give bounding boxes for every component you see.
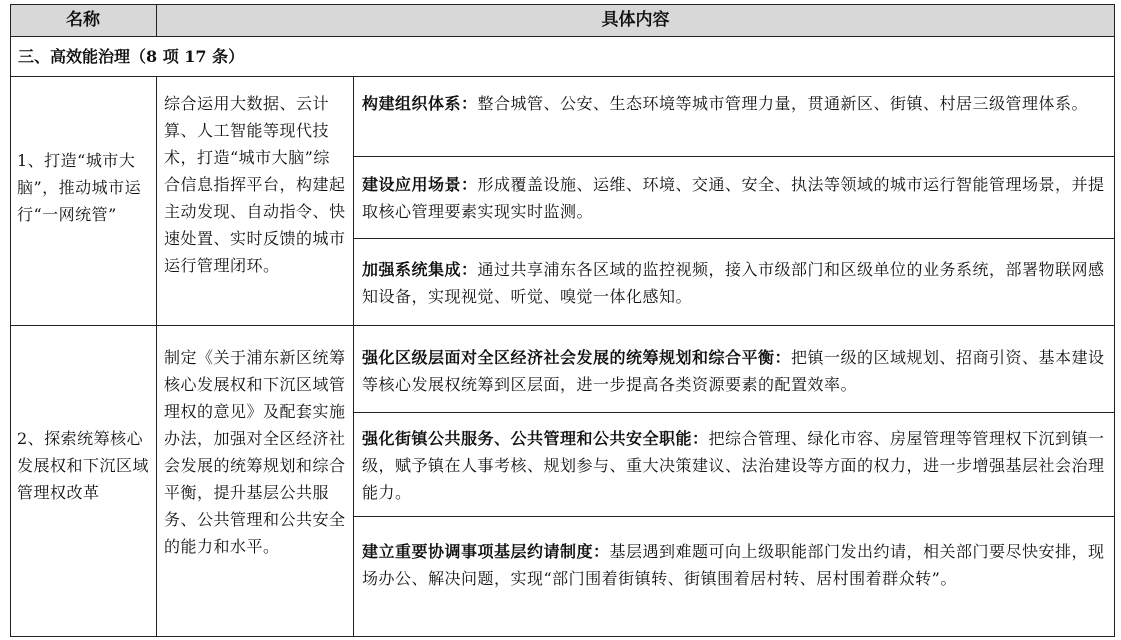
header-content: 具体内容 (601, 10, 670, 30)
row1-item-1-text: 整合城管、公安、生态环境等城市管理力量，贯通新区、街镇、村居三级管理体系。 (477, 94, 1089, 113)
row1-item-divider-2 (353, 238, 1115, 239)
row1-item-3-text: 通过共享浦东各区域的监控视频，接入市级部门和区级单位的业务系统，部署物联网感知设备，实现视觉、听觉、嗅觉一体化感知。 (362, 260, 1105, 306)
row2-item-1-title: 强化区级层面对全区经济社会发展的统筹规划和综合平衡： (362, 348, 792, 367)
row1-item-2 (362, 171, 1108, 225)
policy-table (10, 4, 1115, 637)
row2-item-3-text: 基层遇到难题可向上级职能部门发出约请，相关部门要尽快安排，现场办公、解决问题，实现“部门围着街镇转、街镇围着居村转、居村围着群众转”。 (362, 542, 1105, 588)
header-name: 名称 (66, 10, 100, 30)
row1-item-2-title: 建设应用场景： (362, 175, 478, 194)
row1-summary: 综合运用大数据、云计算、人工智能等现代技术，打造“城市大脑”综合信息指挥平台，构建起主动发现、自动指令、快速处置、实时反馈的城市运行管理闭环。 (164, 94, 346, 275)
row-divider (10, 325, 1115, 326)
row2-item-2-text: 把综合管理、绿化市容、房屋管理等管理权下沉到镇一级，赋予镇在人事考核、规划参与、重大决策建议、法治建设等方面的权力，进一步增强基层社会治理能力。 (362, 429, 1105, 502)
row1-item-1-title: 构建组织体系： (362, 94, 478, 113)
border-right (1114, 4, 1115, 637)
row1-name: 1、打造“城市大脑”，推动城市运行“一网统管” (17, 151, 142, 224)
border-left (10, 4, 11, 637)
section-divider (10, 76, 1115, 77)
row1-item-2-text: 形成覆盖设施、运维、环境、交通、安全、执法等领域的城市运行智能管理场景，并提取核心管理要素实现实时监测。 (362, 175, 1105, 221)
row1-item-divider-1 (353, 156, 1115, 157)
row1-item-1 (362, 90, 1108, 117)
row2-item-divider-1 (353, 412, 1115, 413)
border-bottom (10, 636, 1115, 637)
row2-item-2-title: 强化街镇公共服务、公共管理和公共安全职能： (362, 429, 709, 448)
row2-name: 2、探索统筹核心发展权和下沉区域管理权改革 (17, 429, 150, 502)
row2-summary: 制定《关于浦东新区统筹核心发展权和下沉区域管理权的意见》及配套实施办法，加强对全区经济社会发展的统筹规划和综合平衡，提升基层公共服务、公共管理和公共安全的能力和水平。 (164, 348, 346, 556)
row1-item-3-title: 加强系统集成： (362, 260, 478, 279)
row2-item-3 (362, 538, 1108, 592)
row2-item-3-title: 建立重要协调事项基层约请制度： (362, 542, 610, 561)
row1-item-3 (362, 256, 1108, 310)
row2-item-1-text: 把镇一级的区域规划、招商引资、基本建设等核心发展权统筹到区层面，进一步提高各类资源要素的配置效率。 (362, 348, 1105, 394)
section-title: 三、高效能治理（8 项 17 条） (18, 47, 245, 66)
col-divider-1 (156, 76, 157, 637)
row2-item-divider-2 (353, 516, 1115, 517)
header-divider (10, 36, 1115, 37)
col-divider-2 (353, 76, 354, 637)
row2-item-2 (362, 425, 1108, 506)
row2-item-1 (362, 344, 1108, 398)
